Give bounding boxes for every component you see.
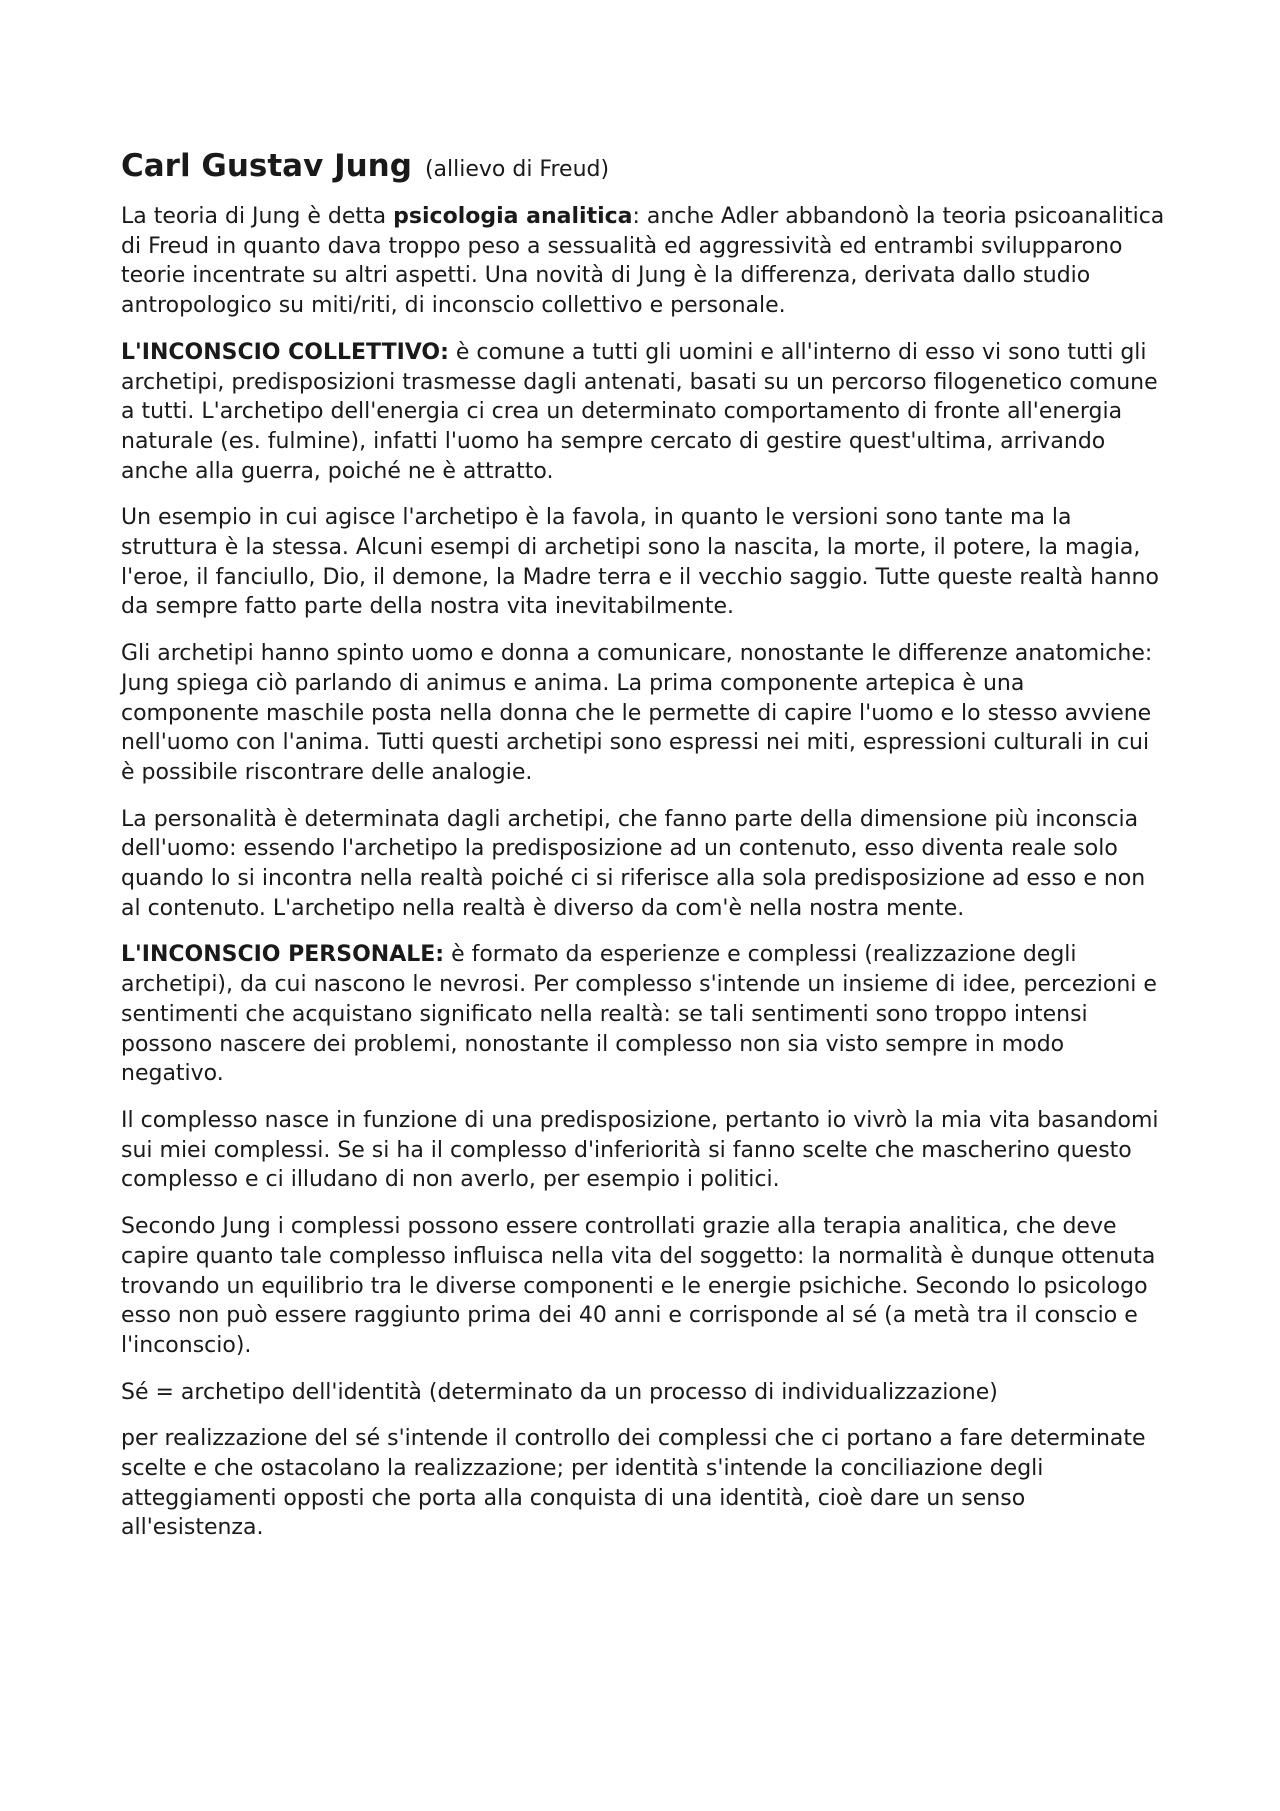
document-page xyxy=(121,148,1166,1560)
paragraph-inconscio-personale-text: è formato da esperienze e complessi (realizzazione degli archetipi), da cui nascono le nevrosi. Per complesso s'intende un insieme di idee, percezioni e sentimenti che acquistano significato nella realtà: se tali sentimenti sono troppo intensi possono nascere dei problemi, nonostante il complesso non sia visto sempre in modo negativo. xyxy=(121,942,1157,1087)
heading-inconscio-personale: L'INCONSCIO PERSONALE: xyxy=(121,942,445,968)
paragraph-animus-anima: Gli archetipi hanno spinto uomo e donna a comunicare, nonostante le differenze anatomiche: Jung spiega ciò parlando di animus e anima. La prima componente artepica è una componente maschile posta nella donna che le permette di capire l'uomo e lo stesso avviene nell'uomo con l'anima. Tutti questi archetipi sono espressi nei miti, espressioni culturali in cui è possibile riscontrare delle analogie. xyxy=(121,641,1153,785)
paragraph-intro-post: : anche Adler abbandonò la teoria psicoanalitica di Freud in quanto dava troppo peso a sessualità ed aggressività ed entrambi svilupparono teorie incentrate su altri aspetti. Una novità di Jung è la differenza, derivata dallo studio antropologico su miti/riti, di inconscio collettivo e personale. xyxy=(121,204,1165,319)
paragraph-inconscio-personale xyxy=(121,940,1166,1089)
paragraph-intro xyxy=(121,202,1166,321)
paragraph-se-definizione: Sé = archetipo dell'identità (determinato da un processo di individualizzazione) xyxy=(121,1379,998,1405)
term-psicologia-analitica: psicologia analitica xyxy=(393,204,633,229)
paragraph-personalita: La personalità è determinata dagli archetipi, che fanno parte della dimensione più inconscia dell'uomo: essendo l'archetipo la predisposizione ad un contenuto, esso diventa reale solo quando lo si incontra nella realtà poiché ci si riferisce alla sola predisposizione ad esso e non al contenuto. L'archetipo nella realtà è diverso da com'è nella nostra mente. xyxy=(121,806,1146,921)
paragraph-complesso: Il complesso nasce in funzione di una predisposizione, pertanto io vivrò la mia vita basandomi sui miei complessi. Se si ha il complesso d'inferiorità si fanno scelte che mascherino questo complesso e ci illudano di non averlo, per esempio i politici. xyxy=(121,1107,1159,1193)
paragraph-inconscio-collettivo-text: è comune a tutti gli uomini e all'interno di esso vi sono tutti gli archetipi, predisposizioni trasmesse dagli antenati, basati su un percorso filogenetico comune a tutti. L'archetipo dell'energia ci crea un determinato comportamento di fronte all'energia naturale (es. fulmine), infatti l'uomo ha sempre cercato di gestire quest'ultima, arrivando anche alla guerra, poiché ne è attratto. xyxy=(121,339,1158,484)
paragraph-realizzazione: per realizzazione del sé s'intende il controllo dei complessi che ci portano a fare determinate scelte e che ostacolano la realizzazione; per identità s'intende la conciliazione degli atteggiamenti opposti che porta alla conquista di una identità, cioè dare un senso all'esistenza. xyxy=(121,1426,1146,1541)
document-title: Carl Gustav Jung xyxy=(121,148,412,184)
paragraph-intro-pre: La teoria di Jung è detta xyxy=(121,204,394,229)
paragraph-favola: Un esempio in cui agisce l'archetipo è la favola, in quanto le versioni sono tante ma la struttura è la stessa. Alcuni esempi di archetipi sono la nascita, la morte, il potere, la magia, l'eroe, il fanciullo, Dio, il demone, la Madre terra e il vecchio saggio. Tutte queste realtà hanno da sempre fatto parte della nostra vita inevitabilmente. xyxy=(121,505,1159,620)
title-line xyxy=(121,148,1166,188)
paragraph-inconscio-collettivo xyxy=(121,338,1166,487)
document-subtitle: (allievo di Freud) xyxy=(424,157,610,182)
heading-inconscio-collettivo: L'INCONSCIO COLLETTIVO: xyxy=(121,339,449,365)
paragraph-terapia-analitica: Secondo Jung i complessi possono essere controllati grazie alla terapia analitica, che deve capire quanto tale complesso influisca nella vita del soggetto: la normalità è dunque ottenuta trovando un equilibrio tra le diverse componenti e le energie psichiche. Secondo lo psicologo esso non può essere raggiunto prima dei 40 anni e corrisponde al sé (a metà tra il conscio e l'inconscio). xyxy=(121,1214,1156,1358)
